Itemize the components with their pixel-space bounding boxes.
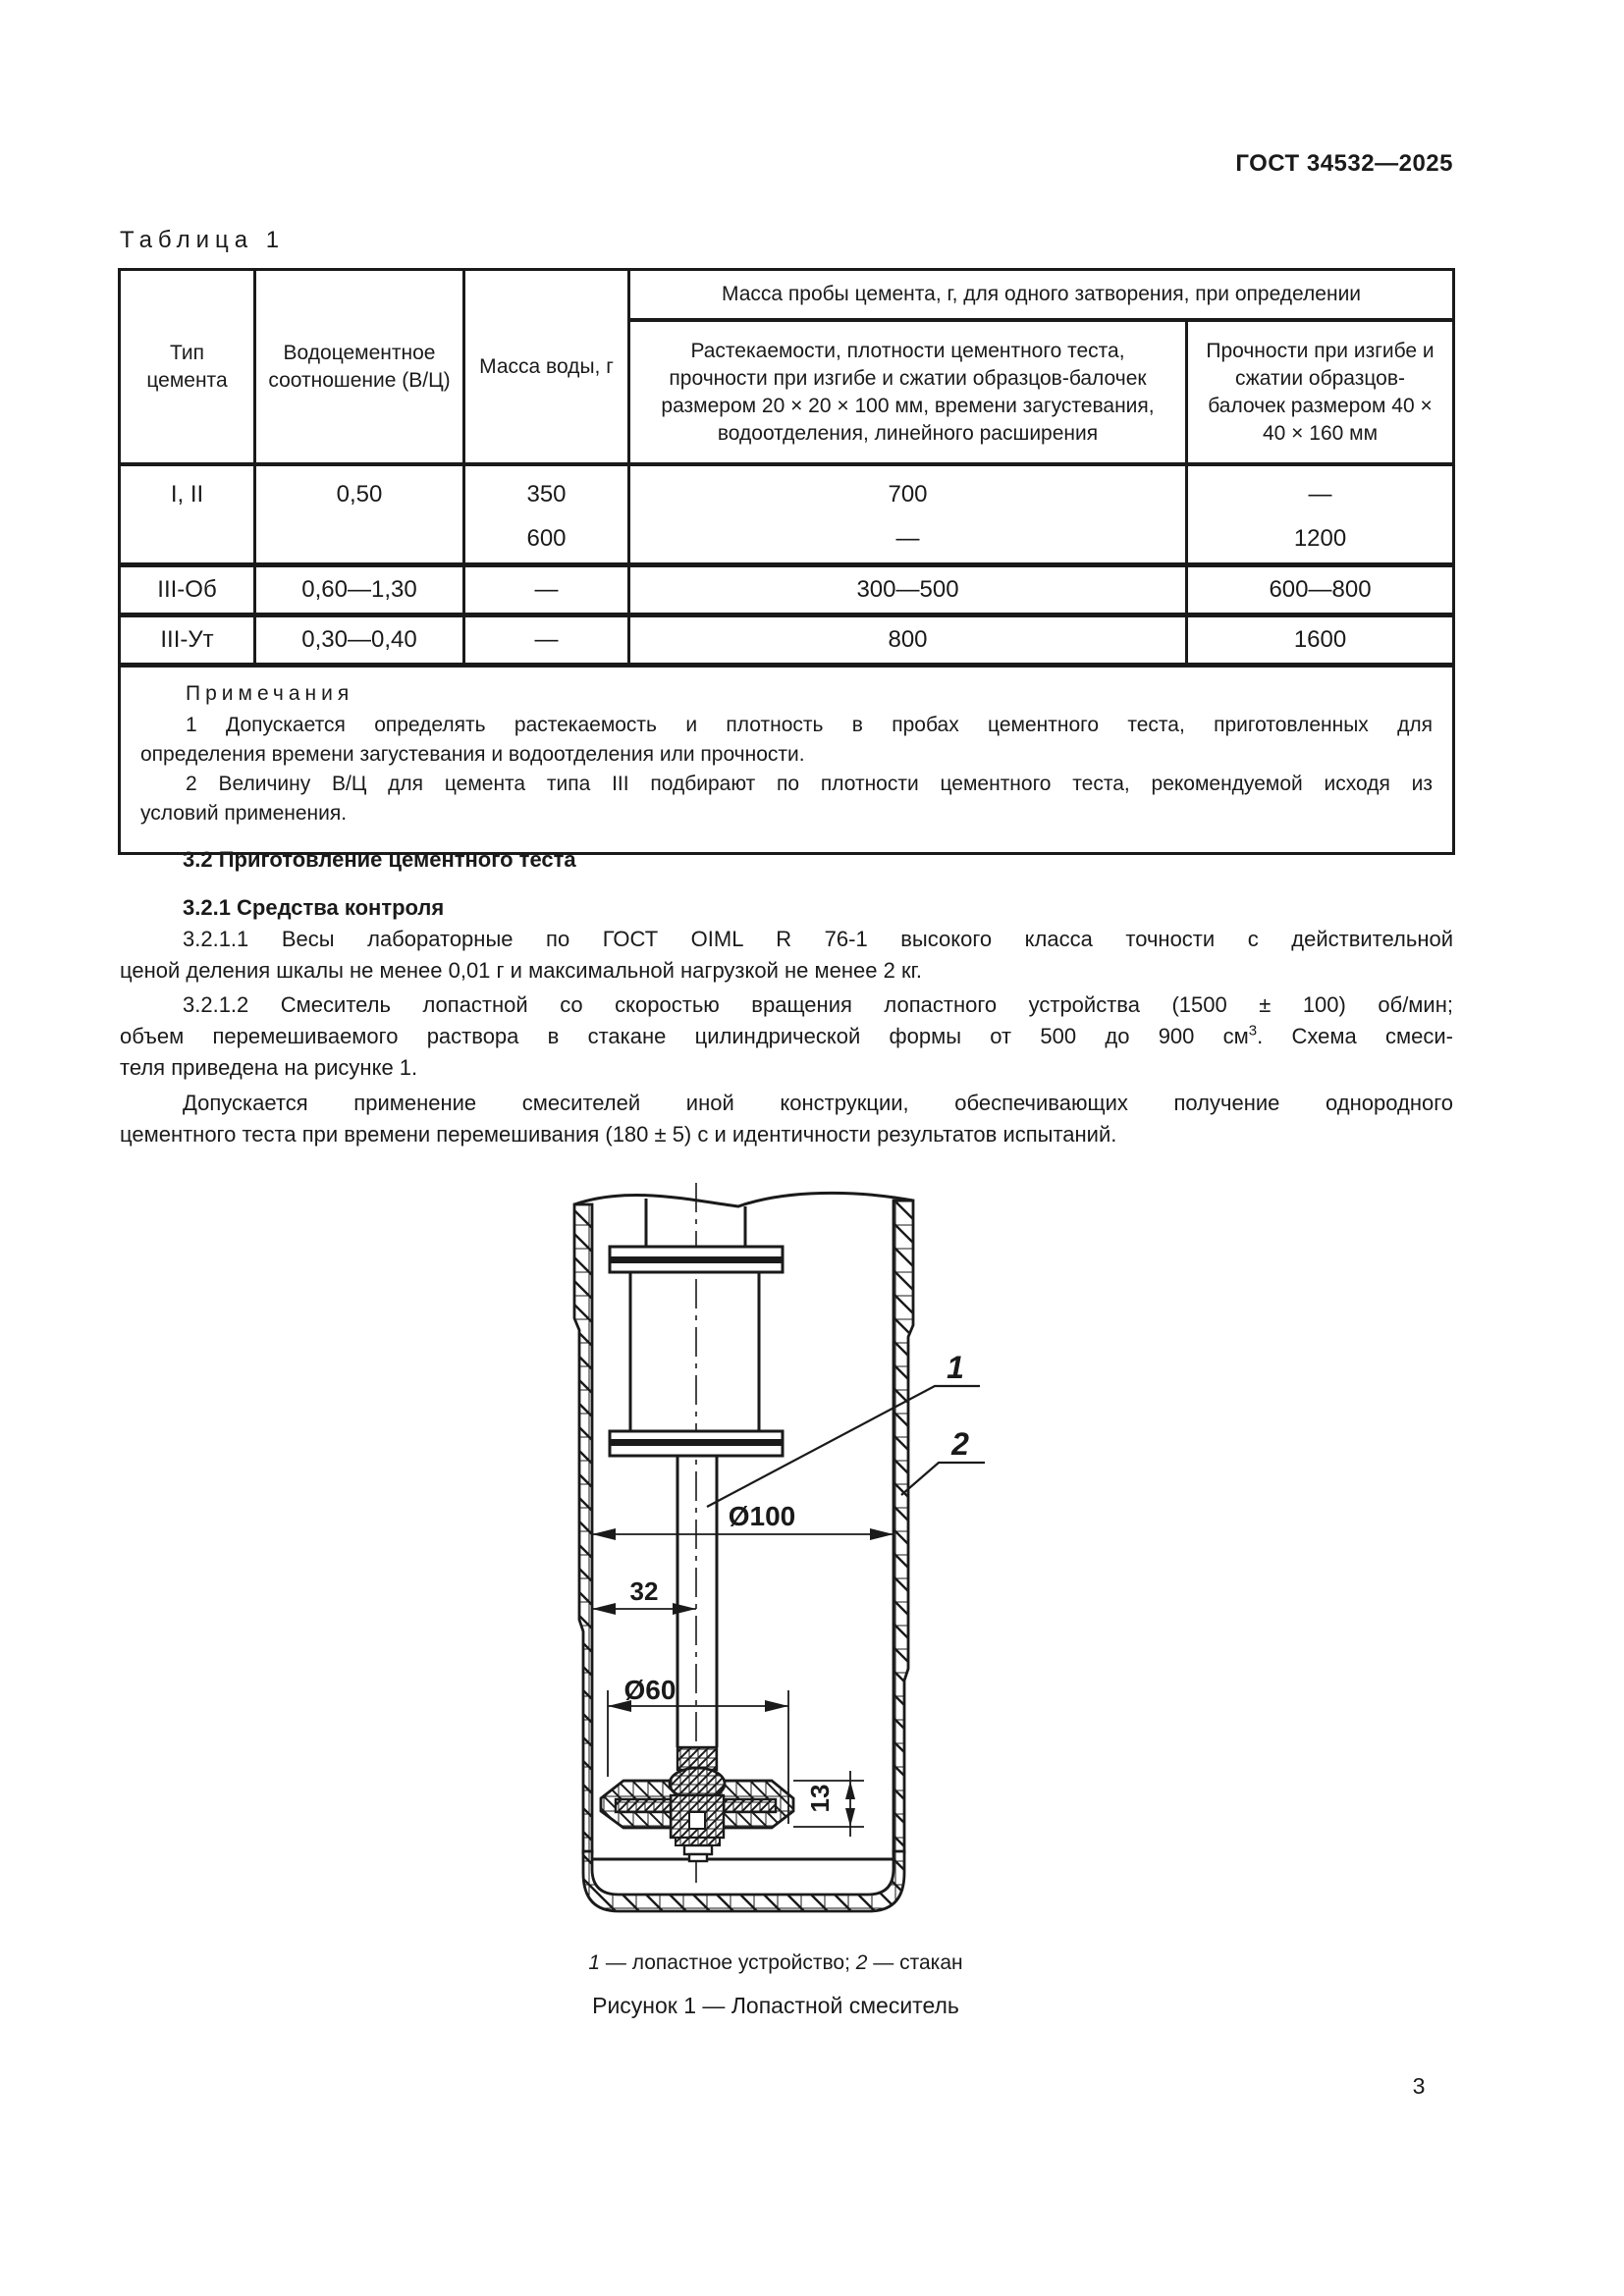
legend-num-1: 1	[588, 1951, 601, 1974]
label-1-paddle	[707, 1350, 980, 1507]
figure-legend	[432, 1951, 1119, 1975]
col-header-water: Масса воды, г	[464, 270, 629, 465]
note-line: 2 Величину В/Ц для цемента типа III подбирают по плотности цементного теста, рекомендуемой исходя из	[186, 773, 1434, 795]
cell-water: —	[464, 615, 629, 666]
table-notes	[120, 666, 1454, 854]
notes-title: Примечания	[186, 682, 354, 705]
body-text: объем перемешиваемого раствора в стакане цилиндрической формы от 500 до 900 см	[120, 1024, 1249, 1048]
mixer-diagram	[530, 1168, 1001, 1924]
svg-text:Ø100: Ø100	[728, 1501, 796, 1531]
dimension-13	[793, 1771, 864, 1837]
cell-type: I, II	[170, 481, 204, 507]
svg-text:32: 32	[629, 1576, 659, 1606]
section-heading-3-2: 3.2 Приготовление цементного теста	[183, 847, 576, 872]
svg-text:2: 2	[951, 1426, 969, 1462]
paragraph-3-2-1-1: 3.2.1.1 Весы лабораторные по ГОСТ OIML R 76-1 высокого класса точности с действительной ценой деления шкалы не менее 0,01 г и максимальной нагрузкой не менее 2 кг.	[120, 927, 1453, 983]
col-header-mass2: Прочности при изгибе и сжатии образцов-балочек размером 40 × 40 × 160 мм	[1187, 320, 1454, 464]
cell-water-1: 350	[526, 481, 567, 507]
svg-text:Ø60: Ø60	[623, 1675, 677, 1705]
figure-title: Рисунок 1 — Лопастной смеситель	[592, 1993, 959, 2018]
cell-mass2: 600—800	[1187, 565, 1454, 615]
paragraph-mixers-allowed: Допускается применение смесителей иной конструкции, обеспечивающих получение однородного цементного теста при времени перемешивания (180 ± 5) с и идентичности результатов испытаний.	[120, 1091, 1453, 1147]
note-line: условий применения.	[140, 802, 348, 825]
cell-type: III-Об	[120, 565, 255, 615]
cell-mass1: 800	[629, 615, 1187, 666]
body-text: . Схема смеси-	[1257, 1024, 1453, 1048]
col-header-mass1: Растекаемости, плотности цементного теста, прочности при изгибе и сжатии образцов-балочек размером 20 × 20 × 100 мм, времени загустевания, водоотделения, линейного расширения	[629, 320, 1187, 464]
table-row	[120, 615, 1454, 666]
cell-ratio: 0,50	[336, 481, 383, 507]
paragraph-3-2-1-2: 3.2.1.2 Смеситель лопастной со скоростью вращения лопастного устройства (1500 ± 100) об/мин; объем перемешиваемого раствора в стакане цилиндрической формы от 500 до 900 $см^3$. Схема смеси- теля приведена на рисунке 1.	[120, 992, 1453, 1080]
doc-code-header: ГОСТ 34532—2025	[1235, 150, 1453, 177]
table-row	[120, 565, 1454, 615]
figure-1	[530, 1168, 1001, 1924]
legend-text-1: — лопастное устройство;	[600, 1951, 856, 1974]
cell-ratio: 0,30—0,40	[255, 615, 464, 666]
svg-text:1: 1	[947, 1350, 964, 1385]
cell-mass2-2: 1200	[1293, 525, 1347, 552]
note-line: 1 Допускается определять растекаемость и плотность в пробах цементного теста, приготовленных для	[186, 714, 1434, 736]
page-number: 3	[1412, 2073, 1426, 2099]
legend-text-2: — стакан	[867, 1951, 963, 1974]
cell-mass2: 1600	[1187, 615, 1454, 666]
note-line: определения времени загустевания и водоотделения или прочности.	[140, 743, 805, 766]
cell-mass1-2: —	[895, 525, 920, 552]
table-label: Таблица 1	[120, 227, 286, 253]
col-header-type: Тип цемента	[120, 270, 255, 465]
dimension-d100	[592, 1501, 893, 1540]
svg-text:13: 13	[805, 1784, 835, 1813]
label-2-cup	[901, 1426, 985, 1495]
superscript-3: 3	[1248, 1022, 1258, 1040]
section-heading-3-2-1: 3.2.1 Средства контроля	[183, 895, 445, 920]
legend-num-2: 2	[855, 1951, 868, 1974]
col-header-span: Масса пробы цемента, г, для одного затворения, при определении	[629, 270, 1454, 321]
col-header-ratio: Водоцементное соотношение (В/Ц)	[255, 270, 464, 465]
cement-mass-table	[118, 268, 1455, 855]
cell-water-2: 600	[526, 525, 567, 552]
cell-water: —	[464, 565, 629, 615]
cell-type: III-Ут	[120, 615, 255, 666]
cell-ratio: 0,60—1,30	[255, 565, 464, 615]
dimension-32	[592, 1576, 696, 1615]
cell-mass2-1: —	[1308, 481, 1332, 507]
cell-mass1: 300—500	[629, 565, 1187, 615]
cell-mass1-1: 700	[888, 481, 928, 507]
table-row	[120, 464, 1454, 565]
